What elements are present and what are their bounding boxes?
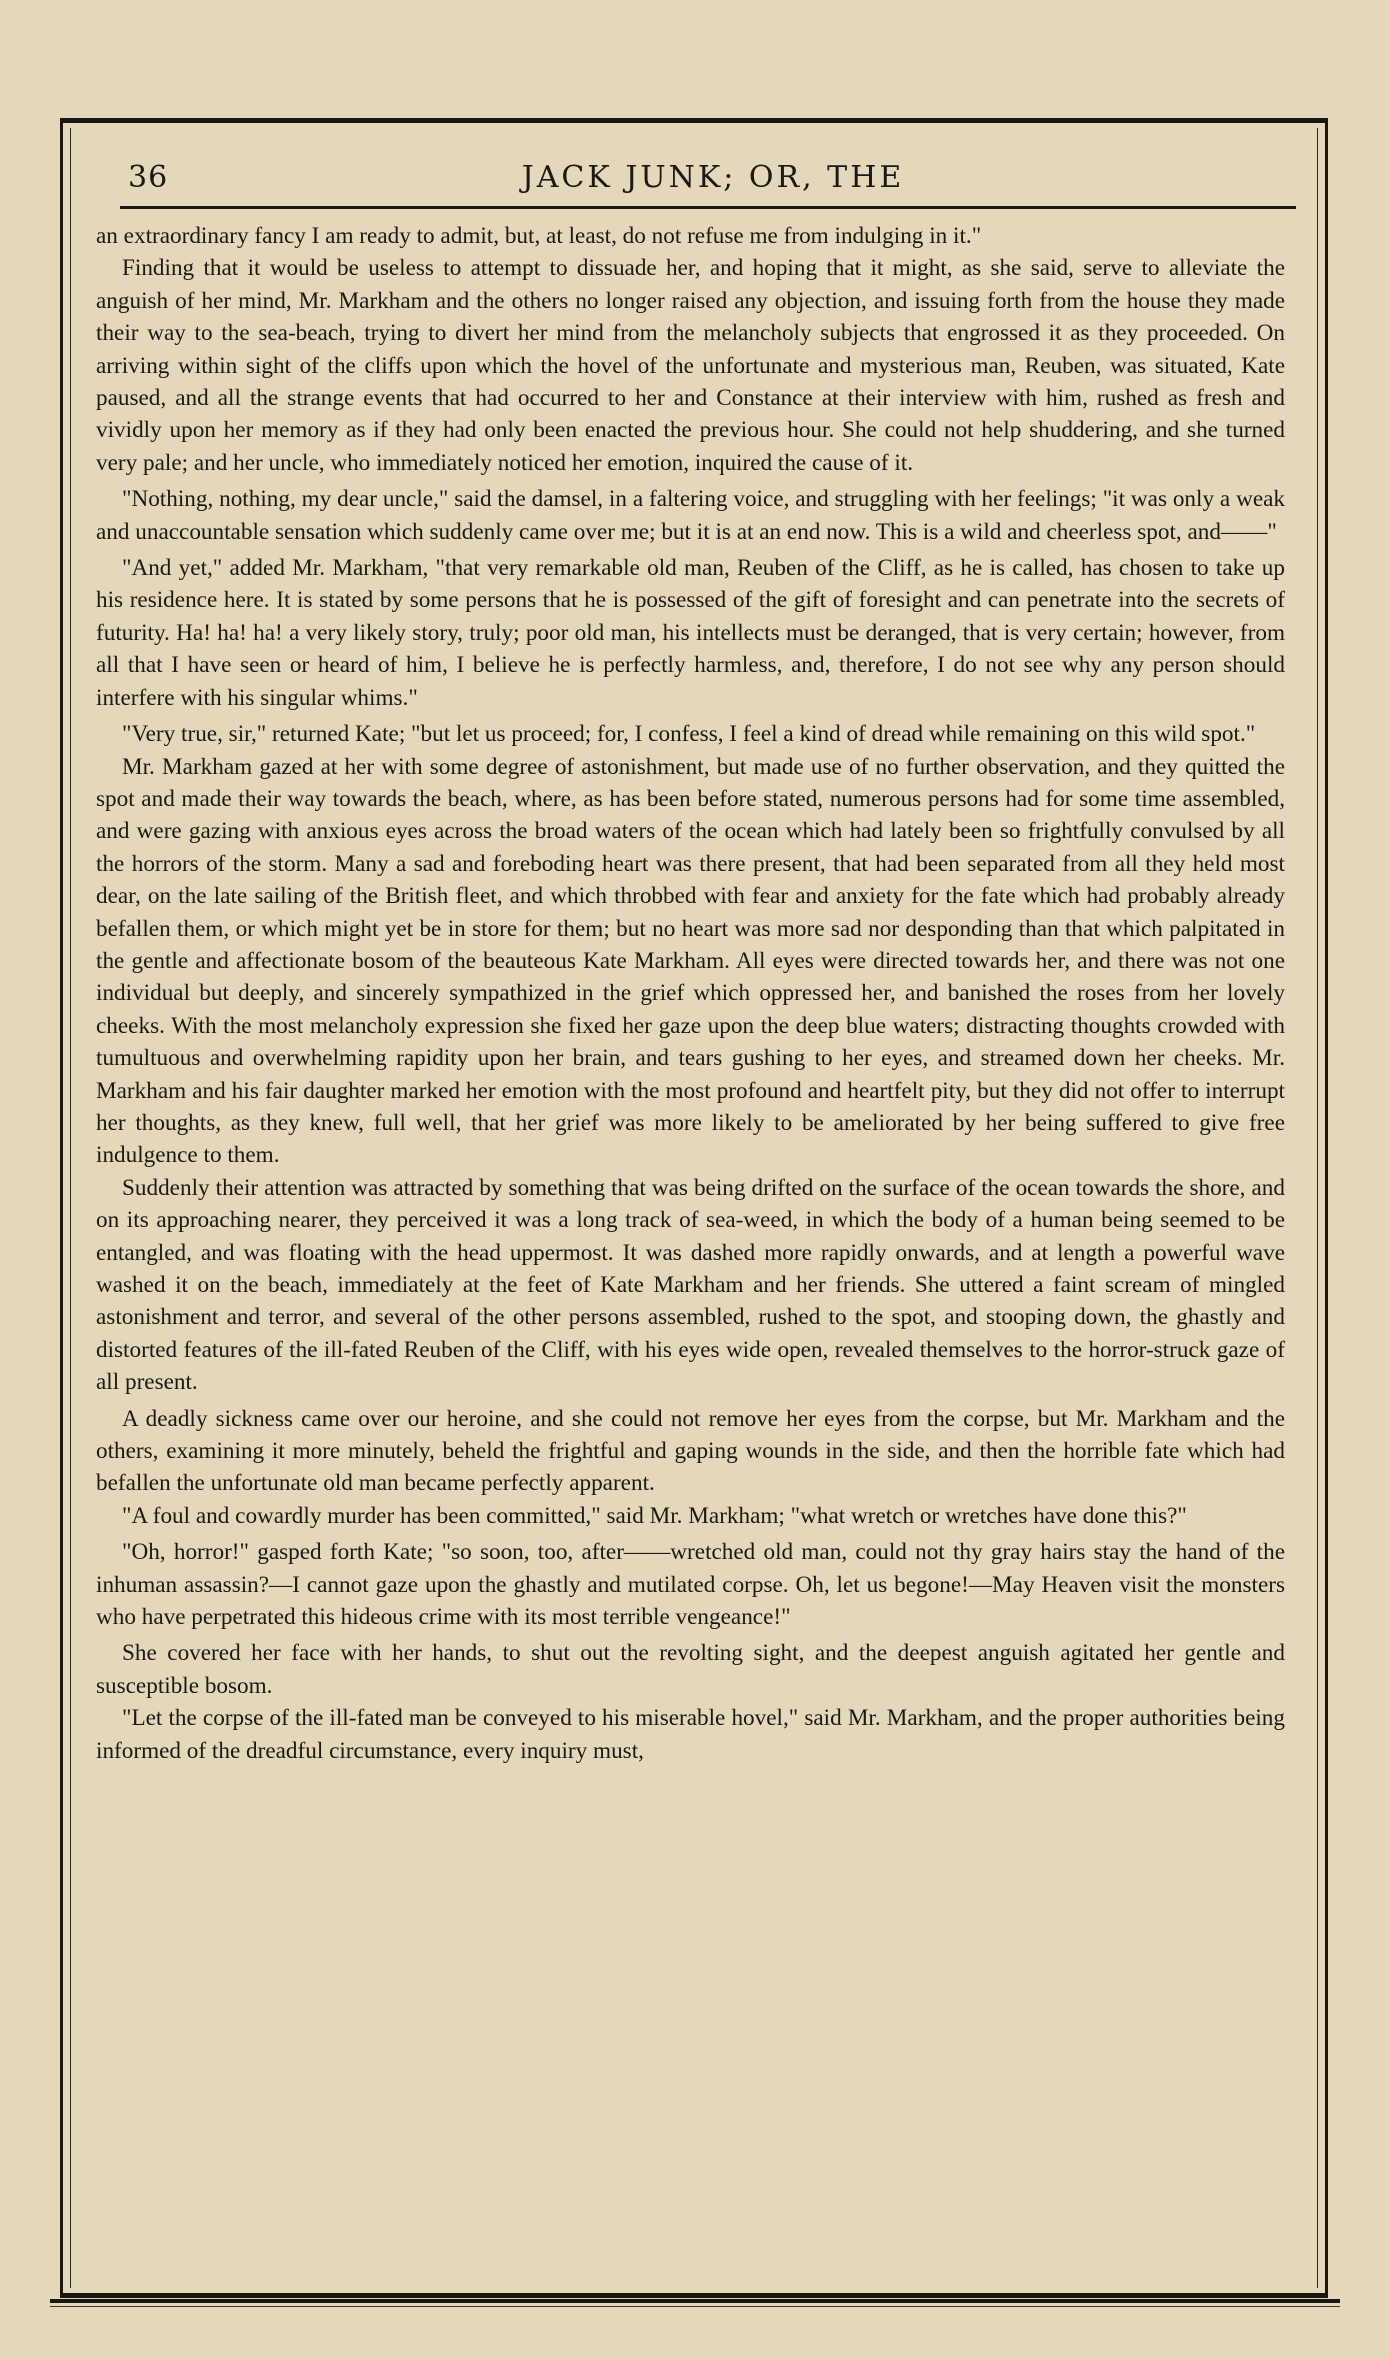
paragraph: A deadly sickness came over our heroine, and she could not remove her eyes from the corpse, but Mr. Markham and the others, examining it more minutely, beheld the frightful and gaping wounds in the side, and then the horrible fate which had befallen the unfortunate old man became perfectly apparent. bbox=[96, 1405, 1285, 1497]
paragraph: Mr. Markham gazed at her with some degree of astonishment, but made use of no further observation, and they quitted the spot and made their way towards the beach, where, as has been before stated, numerous persons had for some time assembled, and were gazing with anxious eyes across the broad waters of the ocean which had lately been so frightfully convulsed by all the horrors of the storm. Many a sad and foreboding heart was there present, that had been separated from all they held most dear, on the late sailing of the British fleet, and which throbbed with fear and anxiety for the fate which had probably already befallen them, or which might yet be in store for them; but no heart was more sad nor desponding than that which palpitated in the gentle and affectionate bosom of the beauteous Kate Markham. All eyes were directed towards her, and there was not one individual but deeply, and sincerely sympathized in the grief which oppressed her, and banished the roses from her lovely cheeks. With the most melancholy expression she fixed her gaze upon the deep blue waters; distracting thoughts crowded with tumultuous and overwhelming rapidity upon her brain, and tears gushing to her eyes, and streamed down her cheeks. Mr. Markham and his fair daughter marked her emotion with the most profound and heartfelt pity, but they did not offer to interrupt her thoughts, as they knew, full well, that her grief was more likely to be ameliorated by her being suffered to give free indulgence to them. bbox=[96, 753, 1285, 1169]
paragraph: "Oh, horror!" gasped forth Kate; "so soon, too, after——wretched old man, could not thy gray hairs stay the hand of the inhuman assassin?—I cannot gaze upon the ghastly and mutilated corpse. Oh, let us begone!—May Heaven visit the monsters who have perpetrated this hideous crime with its most terrible vengeance!" bbox=[96, 1539, 1285, 1631]
page-header bbox=[128, 160, 1298, 200]
paragraph: Suddenly their attention was attracted by something that was being drifted on the surface of the ocean towards the shore, and on its approaching nearer, they perceived it was a long track of sea-weed, in which the body of a human being seemed to be entangled, and was floating with the head uppermost. It was dashed more rapidly onwards, and at length a powerful wave washed it on the beach, immediately at the feet of Kate Markham and her friends. She uttered a faint scream of mingled astonishment and terror, and several of the other persons assembled, rushed to the spot, and stooping down, the ghastly and distorted features of the ill-fated Reuben of the Cliff, with his eyes wide open, revealed themselves to the horror-struck gaze of all present. bbox=[96, 1174, 1285, 1396]
paragraph: "And yet," added Mr. Markham, "that very remarkable old man, Reuben of the Cliff, as he is called, has chosen to take up his residence here. It is stated by some persons that he is possessed of the gift of foresight and can penetrate into the secrets of futurity. Ha! ha! ha! a very likely story, truly; poor old man, his intellects must be deranged, that is very certain; however, from all that I have seen or heard of him, I believe he is perfectly harmless, and, therefore, I do not see why any person should interfere with his singular whims." bbox=[96, 555, 1285, 711]
footer-rule bbox=[50, 2299, 1340, 2303]
paragraph: "Very true, sir," returned Kate; "but let us proceed; for, I confess, I feel a kind of dread while remaining on this wild spot." bbox=[122, 721, 1256, 748]
body-text-column bbox=[96, 220, 1285, 2260]
paragraph: "Let the corpse of the ill-fated man be conveyed to his miserable hovel," said Mr. Markham, and the proper authorities being informed of the dreadful circumstance, every inquiry must, bbox=[96, 1705, 1285, 1764]
paragraph: Finding that it would be useless to attempt to dissuade her, and hoping that it might, as she said, serve to alleviate the anguish of her mind, Mr. Markham and the others no longer raised any objection, and issuing forth from the house they made their way to the sea-beach, trying to divert her mind from the melancholy subjects that engrossed it as they proceeded. On arriving within sight of the cliffs upon which the hovel of the unfortunate and mysterious man, Reuben, was situated, Kate paused, and all the strange events that had occurred to her and Constance at their interview with him, rushed as fresh and vividly upon her memory as if they had only been enacted the previous hour. She could not help shuddering, and she turned very pale; and her uncle, who immediately noticed her emotion, inquired the cause of it. bbox=[96, 255, 1285, 476]
header-rule bbox=[120, 206, 1296, 209]
footer-rule-thin bbox=[50, 2306, 1340, 2307]
page-number: 36 bbox=[128, 160, 169, 195]
paragraph: "Nothing, nothing, my dear uncle," said the damsel, in a faltering voice, and struggling with her feelings; "it was only a weak and unaccountable sensation which suddenly came over me; but it is at an end now. This is a wild and cheerless spot, and——" bbox=[96, 486, 1285, 545]
paragraph: "A foul and cowardly murder has been committed," said Mr. Markham; "what wretch or wretches have done this?" bbox=[122, 1502, 1187, 1529]
paragraph: an extraordinary fancy I am ready to admit, but, at least, do not refuse me from indulging in it." bbox=[96, 223, 982, 249]
paragraph: She covered her face with her hands, to shut out the revolting sight, and the deepest anguish agitated her gentle and susceptible bosom. bbox=[96, 1640, 1285, 1699]
running-title: JACK JUNK; OR, THE bbox=[521, 160, 905, 195]
